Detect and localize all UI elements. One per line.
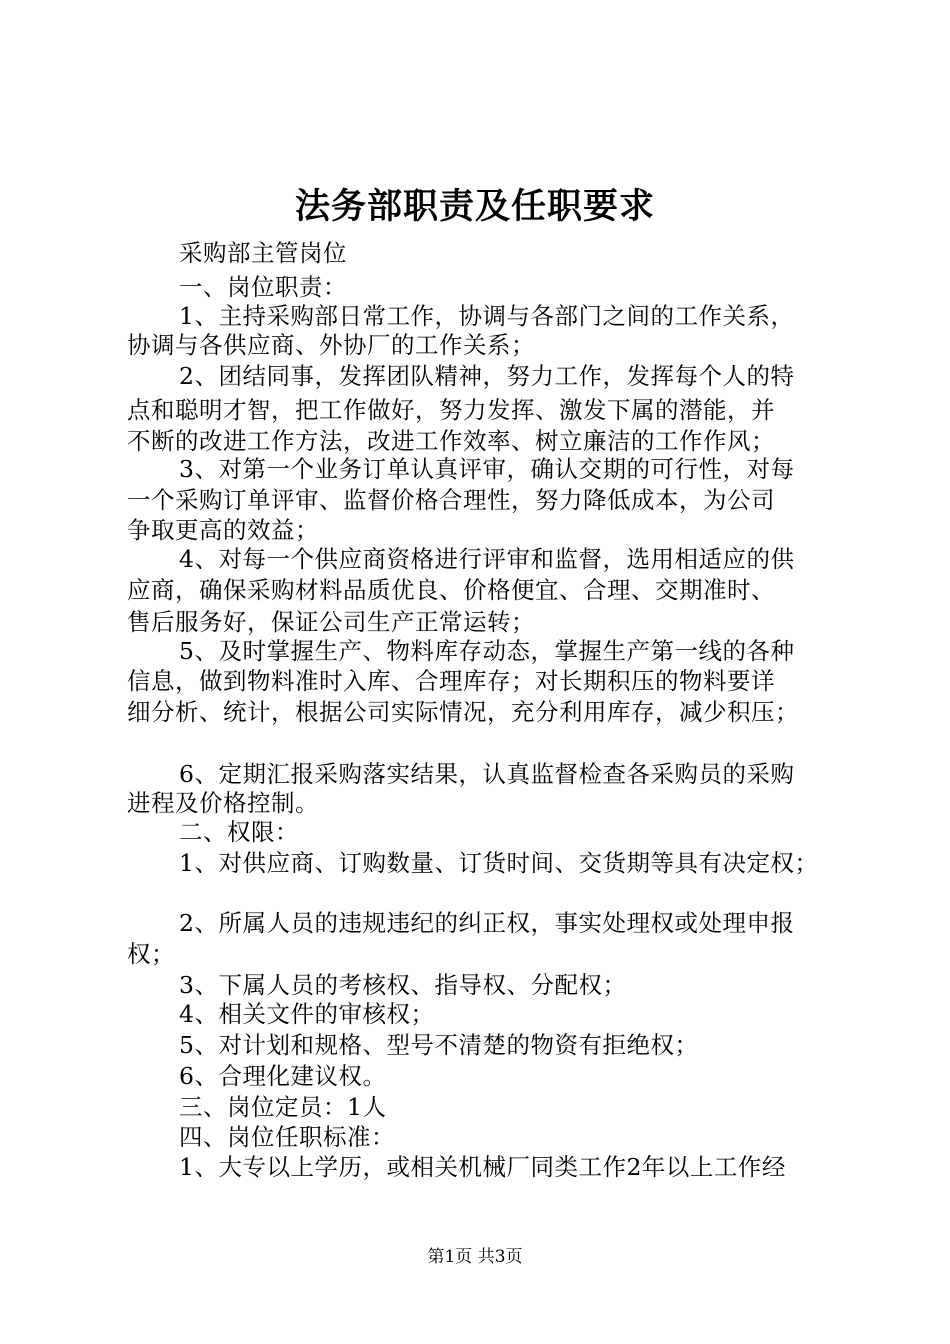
body-line: 售后服务好，保证公司生产正常运转； — [127, 608, 535, 636]
body-line: 一、岗位职责： — [179, 273, 347, 301]
body-line: 采购部主管岗位 — [179, 239, 347, 267]
body-line: 二、权限： — [179, 818, 299, 846]
body-line: 1、主持采购部日常工作，协调与各部门之间的工作关系， — [179, 302, 795, 330]
body-line: 2、所属人员的违规违纪的纠正权，事实处理权或处理申报 — [179, 909, 795, 937]
body-line: 点和聪明才智，把工作做好，努力发挥、激发下属的潜能，并 — [127, 396, 775, 424]
body-line: 5、及时掌握生产、物料库存动态，掌握生产第一线的各种 — [179, 637, 795, 665]
body-line: 6、定期汇报采购落实结果，认真监督检查各采购员的采购 — [179, 760, 795, 788]
body-line: 进程及价格控制。 — [127, 789, 319, 817]
body-line: 四、岗位任职标准： — [179, 1123, 395, 1151]
body-line: 3、对第一个业务订单认真评审，确认交期的可行性，对每 — [179, 455, 795, 483]
body-line: 争取更高的效益； — [127, 516, 319, 544]
body-line: 不断的改进工作方法，改进工作效率、树立廉洁的工作作风； — [127, 427, 775, 455]
body-line: 6、合理化建议权。 — [179, 1062, 387, 1090]
body-line: 2、团结同事，发挥团队精神，努力工作，发挥每个人的特 — [179, 362, 795, 390]
body-line: 三、岗位定员：1人 — [179, 1093, 387, 1121]
body-line: 细分析、统计，根据公司实际情况，充分利用库存，减少积压； — [127, 698, 799, 726]
body-line: 1、大专以上学历，或相关机械厂同类工作2年以上工作经 — [179, 1153, 786, 1181]
body-line: 5、对计划和规格、型号不清楚的物资有拒绝权； — [179, 1031, 699, 1059]
document-title: 法务部职责及任职要求 — [294, 186, 655, 227]
body-line: 4、对每一个供应商资格进行评审和监督，选用相适应的供 — [179, 545, 795, 573]
body-line: 1、对供应商、订购数量、订货时间、交货期等具有决定权； — [179, 849, 819, 877]
body-line: 协调与各供应商、外协厂的工作关系； — [127, 331, 535, 359]
body-line: 应商，确保采购材料品质优良、价格便宜、合理、交期准时、 — [127, 576, 775, 604]
body-line: 信息，做到物料准时入库、合理库存；对长期积压的物料要详 — [127, 667, 775, 695]
page-footer: 第1页 共3页 — [427, 1247, 523, 1267]
body-line: 权； — [127, 940, 175, 968]
body-line: 4、相关文件的审核权； — [179, 1000, 435, 1028]
body-line: 3、下属人员的考核权、指导权、分配权； — [179, 971, 627, 999]
body-line: 一个采购订单评审、监督价格合理性，努力降低成本，为公司 — [127, 486, 775, 514]
